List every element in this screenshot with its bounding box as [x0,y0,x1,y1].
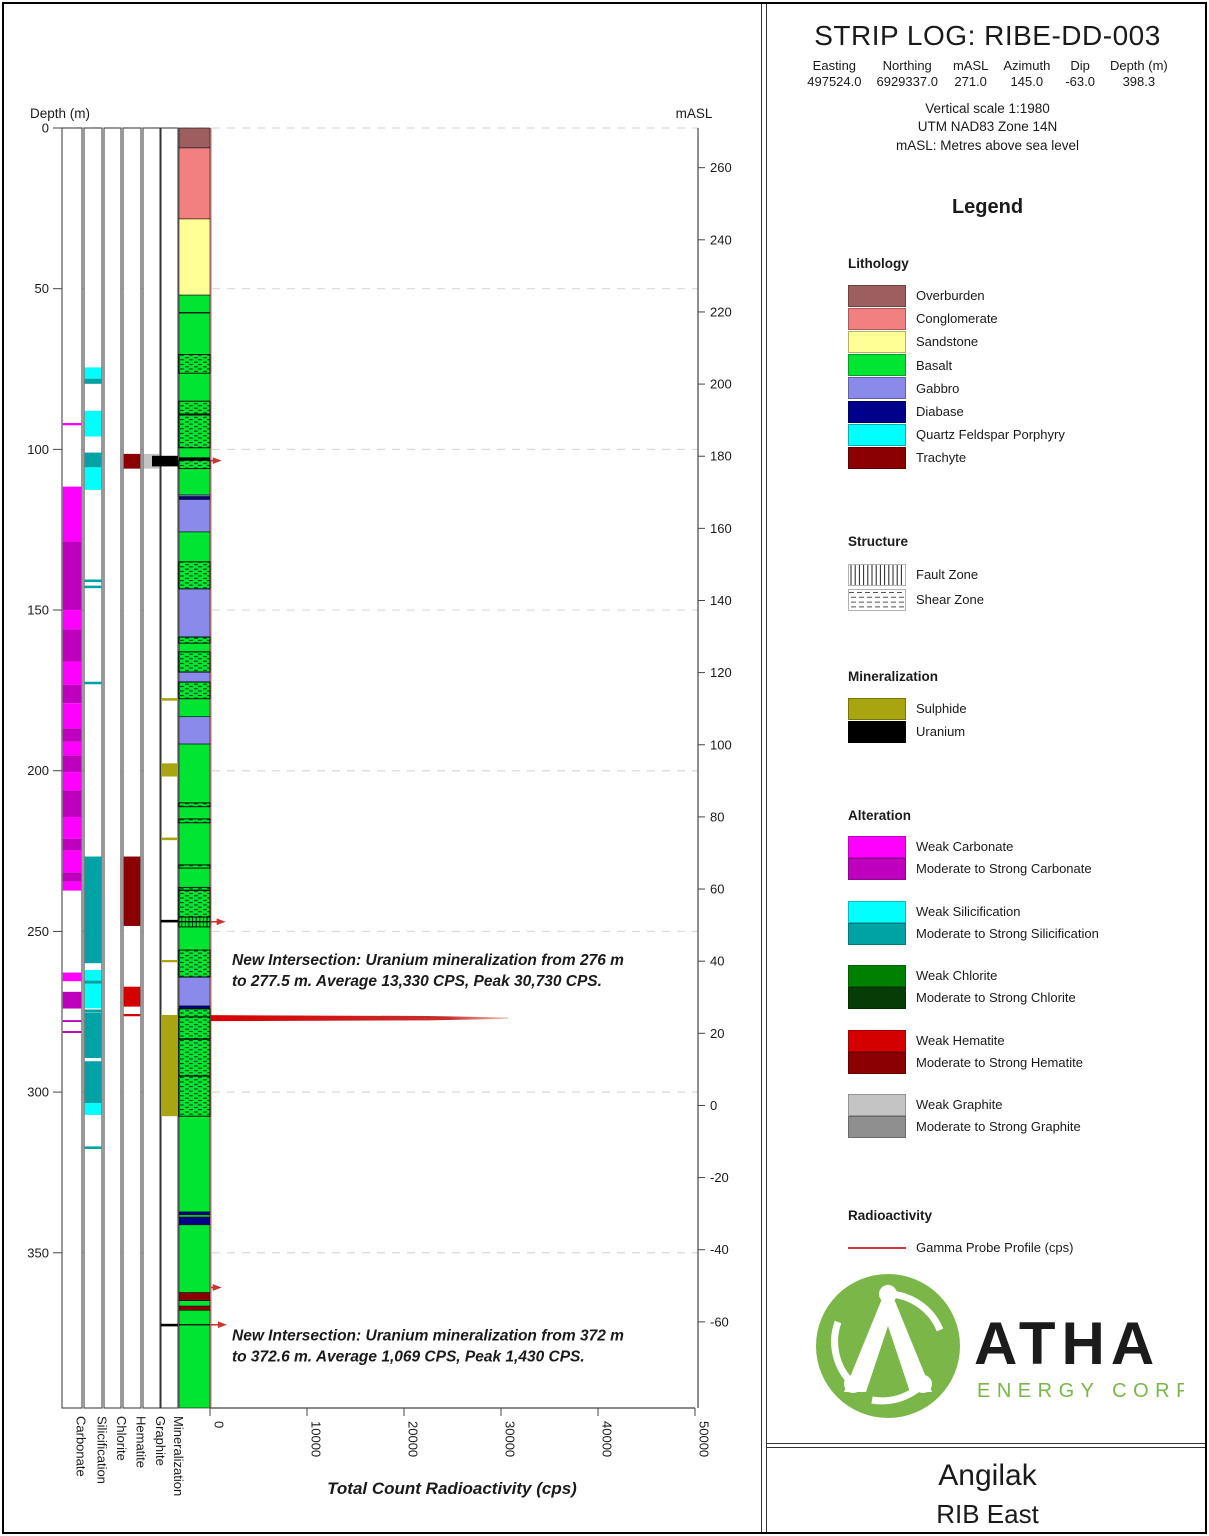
legend-color-swatch [848,1052,906,1074]
legend-label: Moderate to Strong Hematite [916,1054,1083,1070]
gamma-line-swatch [848,1247,906,1249]
svg-text:250: 250 [27,923,49,939]
svg-text:Depth (m): Depth (m) [30,106,91,121]
legend-alteration-group-graphite [848,1094,1199,1138]
svg-text:Mineralization: Mineralization [171,1416,186,1497]
area-name: RIB East [936,1499,1039,1529]
svg-text:100: 100 [27,441,49,457]
legend-label: Moderate to Strong Graphite [916,1119,1081,1134]
lithology-column [179,128,210,1408]
footer-divider-line [767,1443,1205,1444]
svg-text:-60: -60 [710,1314,729,1330]
logo-subtitle: ENERGY CORP. [977,1380,1184,1402]
project-name: Angilak [938,1459,1037,1492]
legend-item [848,377,1199,400]
svg-text:220: 220 [710,304,732,320]
legend-color-swatch [848,901,906,923]
legend-header-lithology: Lithology [848,256,909,271]
svg-text:300: 300 [27,1084,49,1100]
legend-alteration-group-carbonate [848,836,1199,880]
legend-item [848,562,1199,587]
svg-text:Silicification: Silicification [94,1416,110,1484]
svg-text:140: 140 [710,592,732,608]
svg-text:New Intersection: Uranium mine: New Intersection: Uranium mineralization from 276 m [232,951,624,969]
svg-text:30000: 30000 [502,1421,518,1458]
collar-field-label: Dip [1070,58,1090,73]
legend-color-swatch [848,308,906,330]
legend-color-swatch [848,354,906,376]
legend-item [848,400,1199,423]
legend-section-mineralization [848,669,1199,743]
svg-text:Graphite: Graphite [153,1416,168,1466]
collar-field-value: 398.3 [1122,74,1156,90]
legend-item [848,307,1199,330]
svg-text:200: 200 [27,763,49,779]
legend-label: Weak Silicification [916,903,1021,919]
legend-pattern-swatch-shear [848,589,906,611]
legend-color-swatch [848,923,906,945]
legend-item [848,284,1199,307]
legend-color-swatch [848,836,906,858]
legend-alteration-group-hematite [848,1030,1199,1074]
legend-label: Shear Zone [916,592,984,607]
svg-text:Carbonate: Carbonate [73,1416,89,1477]
panel-divider-line [761,4,762,1532]
legend-label: Gamma Probe Profile (cps) [916,1240,1074,1256]
atha-logo-graphic [806,1260,1184,1428]
legend-label: Weak Hematite [916,1032,1005,1048]
legend-alteration-group-silicification [848,901,1199,945]
legend-section-radioactivity [848,1208,1199,1259]
legend-color-swatch [848,447,906,469]
legend-item [848,587,1199,612]
legend-label: Conglomerate [916,311,998,327]
collar-field [953,58,988,91]
collar-field [1110,58,1168,91]
legend-label: Gabbro [916,380,960,396]
note-scale: Vertical scale 1:1980 [925,100,1050,116]
collar-field-value: -63.0 [1065,74,1095,90]
note-masl: mASL: Metres above sea level [895,138,1080,154]
legend-title: Legend [951,196,1024,218]
collar-field-label: Depth (m) [1109,58,1168,73]
collar-field [876,58,937,91]
footer-box [770,1451,1205,1529]
legend-item [848,354,1199,377]
track-labels [74,1416,187,1496]
legend-color-swatch [848,331,906,353]
svg-text:60: 60 [710,881,725,897]
legend-color-swatch [848,285,906,307]
collar-field-label: Northing [882,58,932,73]
svg-text:Hematite: Hematite [133,1416,149,1469]
legend-label: Moderate to Strong Silicification [916,925,1099,941]
legend-color-swatch [848,965,906,987]
collar-field-value: 497524.0 [807,74,862,90]
legend-label: Trachyte [916,450,967,466]
gamma-profile [211,128,508,1408]
svg-text:20000: 20000 [405,1421,421,1458]
page-title: STRIP LOG: RIBE-DD-003 [814,20,1161,51]
collar-info-table [770,58,1205,91]
legend-item [848,446,1199,469]
legend-label: Quartz Feldspar Porphyry [916,427,1065,443]
legend-color-swatch [848,721,906,743]
legend-header-structure: Structure [848,534,909,549]
legend-pattern-swatch-fault [848,564,906,586]
collar-field-value: 271.0 [954,74,987,90]
legend-color-swatch [848,858,906,880]
footer-divider-line [767,1447,1205,1448]
collar-field-value: 145.0 [1010,74,1044,90]
svg-text:-40: -40 [710,1242,729,1258]
legend-section-lithology [848,256,1199,470]
legend-section-structure [848,534,1199,612]
collar-field [1065,58,1095,91]
svg-text:0: 0 [41,120,49,136]
svg-text:80: 80 [710,809,725,825]
legend-label: Basalt [916,357,953,373]
svg-text:260: 260 [710,160,732,176]
svg-text:120: 120 [710,665,732,681]
legend-color-swatch [848,1094,906,1116]
svg-text:40000: 40000 [599,1421,615,1458]
legend-header-mineralization: Mineralization [848,669,939,684]
svg-text:New Intersection: Uranium mine: New Intersection: Uranium mineralization from 372 m [232,1327,624,1345]
legend-item [848,1236,1199,1259]
legend-label: Moderate to Strong Carbonate [916,861,1092,876]
legend-item [848,423,1199,446]
svg-text:20: 20 [710,1025,725,1041]
right-panel [770,4,1205,1443]
legend-alteration-group-chlorite [848,965,1199,1009]
gamma-axis [210,1408,712,1498]
svg-text:0: 0 [211,1421,227,1429]
svg-text:50000: 50000 [696,1421,712,1458]
legend-color-swatch [848,987,906,1009]
svg-text:-20: -20 [710,1170,729,1186]
svg-text:Total Count Radioactivity (cps: Total Count Radioactivity (cps) [327,1479,577,1498]
panel-divider-line [766,4,767,1532]
masl-axis [676,106,732,1408]
svg-text:to 277.5 m. Average 13,330 CPS: to 277.5 m. Average 13,330 CPS, Peak 30,730 CPS. [232,972,602,990]
legend-item [848,697,1199,720]
collar-field [807,58,861,91]
collar-field-label: Azimuth [1003,58,1051,73]
svg-text:350: 350 [27,1245,49,1261]
annotations [232,952,624,1366]
collar-field-label: mASL [952,58,989,73]
note-datum: UTM NAD83 Zone 14N [917,119,1058,135]
svg-text:200: 200 [710,376,732,392]
svg-text:mASL: mASL [675,106,713,121]
collar-field [1003,58,1050,91]
svg-text:50: 50 [34,281,49,297]
legend-color-swatch [848,1030,906,1052]
logo-wordmark: ATHA [974,1310,1161,1377]
legend-color-swatch [848,1116,906,1138]
legend-label: Overburden [916,288,985,304]
legend-label: Weak Carbonate [916,839,1014,854]
svg-text:Chlorite: Chlorite [114,1416,129,1461]
svg-text:150: 150 [27,602,49,618]
svg-text:160: 160 [710,520,732,536]
legend-label: Sulphide [916,701,967,717]
collar-field-value: 6929337.0 [876,74,938,90]
legend-label: Uranium [916,724,966,740]
svg-text:240: 240 [710,232,732,248]
legend-label: Weak Chlorite [916,968,998,983]
legend-section-alteration [848,808,1199,1159]
legend-label: Weak Graphite [916,1097,1003,1112]
atha-logo [806,1260,1184,1433]
legend-header-alteration: Alteration [848,808,912,823]
legend-color-swatch [848,401,906,423]
legend-item [848,330,1199,353]
svg-text:0: 0 [710,1097,718,1113]
legend-color-swatch [848,377,906,399]
legend-color-swatch [848,424,906,446]
legend-item [848,720,1199,743]
legend-label: Moderate to Strong Chlorite [916,990,1076,1005]
legend-label: Diabase [916,404,964,420]
svg-text:to 372.6 m. Average 1,069 CPS,: to 372.6 m. Average 1,069 CPS, Peak 1,430 CPS. [232,1348,585,1366]
svg-text:10000: 10000 [308,1421,324,1458]
svg-text:40: 40 [710,953,725,969]
legend-color-swatch [848,698,906,720]
legend-header-radioactivity: Radioactivity [848,1208,933,1223]
legend-label: Sandstone [916,334,979,350]
collar-field-label: Easting [812,58,857,73]
legend-label: Fault Zone [916,567,979,582]
svg-text:180: 180 [710,448,732,464]
svg-text:100: 100 [710,737,732,753]
title-notes [770,100,1205,157]
